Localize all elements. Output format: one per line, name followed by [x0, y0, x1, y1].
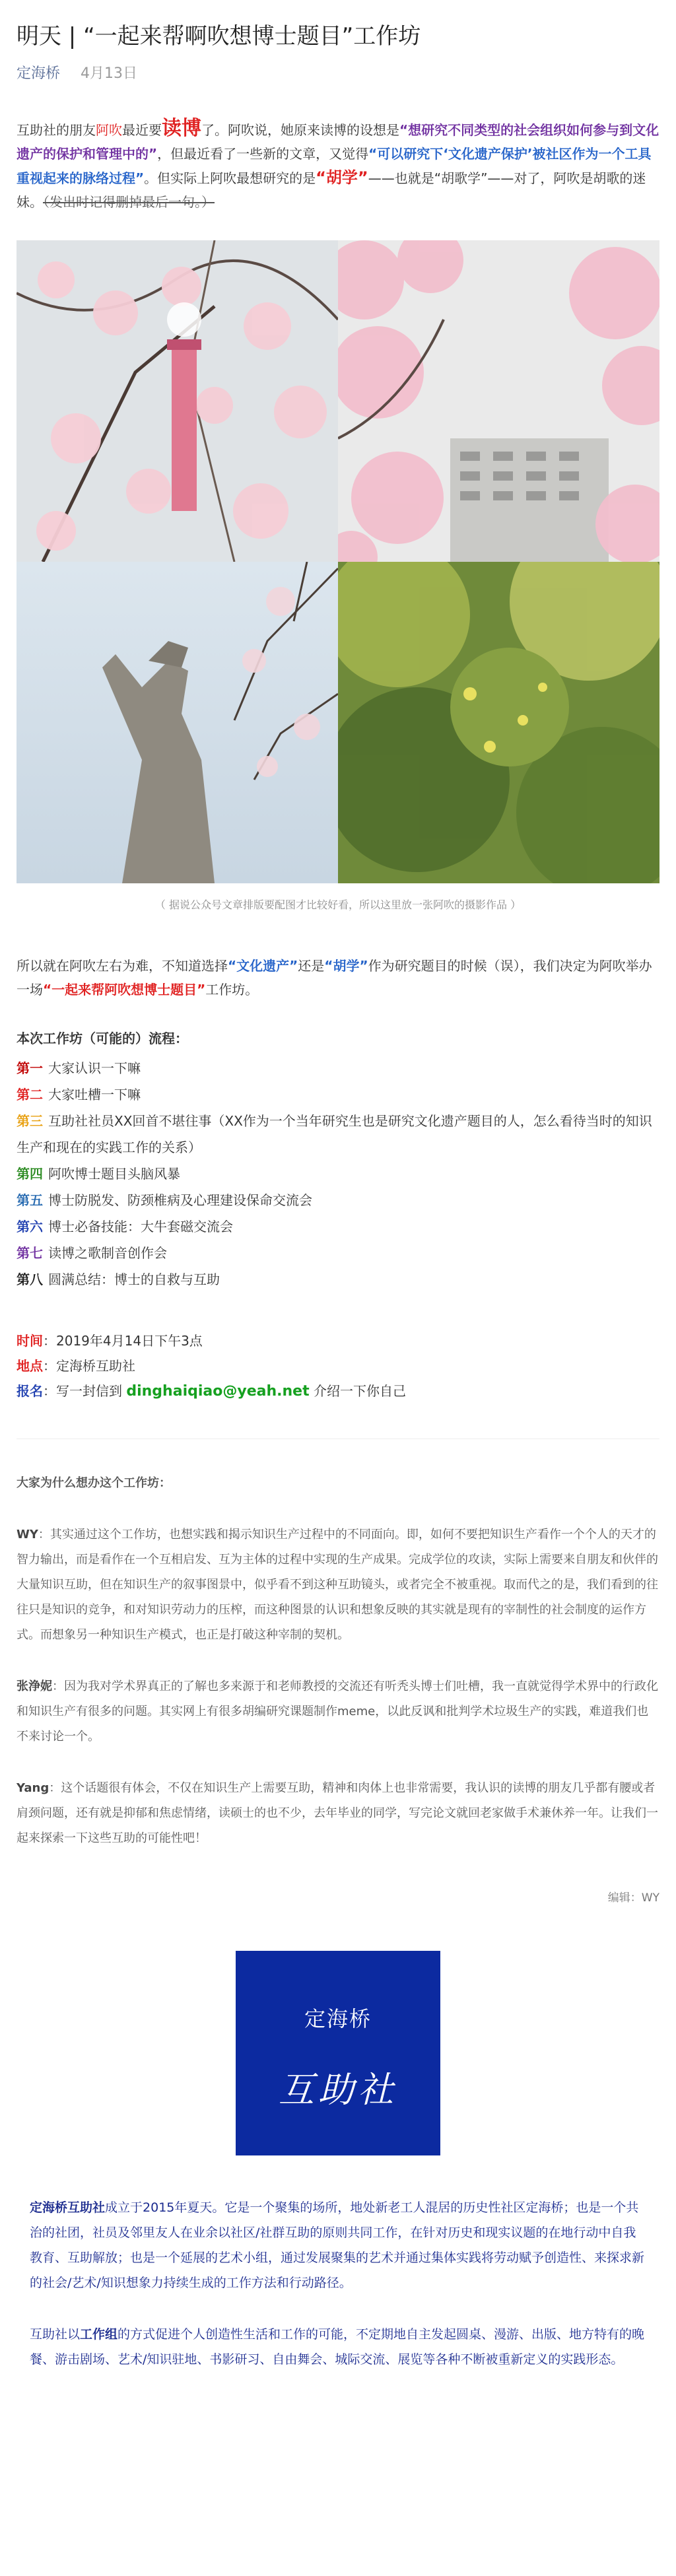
- step-number: 第五: [17, 1192, 43, 1208]
- process-step: [17, 1187, 659, 1213]
- highlight-idea-1: “想研究不同类型的社会组织如何参与到文化遗产的保护和管理中的”: [17, 122, 659, 162]
- logo-calligraphy: 互助社: [279, 2069, 397, 2111]
- decision-text: 作为研究题目的时候（误），我们决定为阿吹举办一场: [17, 958, 652, 998]
- step-text: 圆满总结：博士的自救与互助: [48, 1271, 220, 1287]
- highlight-idea-2: “可以研究下‘文化遗产保护’被社区作为一个工具重视起来的脉络过程”: [17, 146, 652, 186]
- intro-paragraph: [17, 117, 659, 214]
- quote-wy: [17, 1522, 659, 1648]
- step-text: 大家吐槽一下嘛: [48, 1087, 141, 1102]
- decision-paragraph: [17, 954, 659, 1001]
- about-text: 互助社以: [30, 2327, 81, 2342]
- quote-text: ：因为我对学术界真正的了解也多来源于和老师教授的交流还有听秃头博士们吐槽，我一直就觉得学术界中的行政化和知识生产有很多的问题。其实网上有很多胡编研究课题制作meme，以此反讽和批判学术垃圾生产的实践，难道我们也不来讨论一个。: [17, 1679, 658, 1744]
- intro-text: ——也就是“胡歌学”——对了，阿吹是胡歌的迷妹。: [17, 170, 646, 210]
- why-section: [17, 1471, 659, 1851]
- why-heading: 大家为什么想办这个工作坊：: [17, 1476, 171, 1490]
- highlight-dubo: 读博: [162, 117, 201, 140]
- intro-text: 。但实际上阿吹最想研究的是: [144, 170, 316, 186]
- about-text: 的方式促进个人创造性生活和工作的可能，不定期地自主发起圆桌、漫游、出版、地方特有的晚餐、游击剧场、艺术/知识驻地、书影研习、自由舞会、城际交流、展览等各种不断被重新定义的实践形态。: [30, 2327, 645, 2367]
- org-name: 定海桥互助社: [30, 2200, 106, 2215]
- signup-label: 报名: [17, 1383, 43, 1399]
- step-number: 第四: [17, 1166, 43, 1182]
- dinghaiqiao-logo: [236, 1951, 440, 2155]
- process-step: [17, 1108, 659, 1161]
- place-value: ：定海桥互助社: [43, 1358, 135, 1374]
- about-section: [17, 2195, 659, 2418]
- decision-text: 所以就在阿吹左右为难，不知道选择: [17, 958, 228, 974]
- step-number: 第六: [17, 1219, 43, 1235]
- quote-author: 张浄妮: [17, 1679, 52, 1693]
- step-number: 第七: [17, 1245, 43, 1261]
- time-label: 时间: [17, 1333, 43, 1349]
- photo-caption: （ 据说公众号文章排版要配图才比较好看，所以这里放一张阿吹的摄影作品 ）: [154, 898, 522, 911]
- decision-text: 工作坊。: [205, 982, 259, 998]
- process-heading: 本次工作坊（可能的）流程：: [17, 1031, 188, 1046]
- process-step: [17, 1213, 659, 1240]
- intro-text: 互助社的朋友: [17, 122, 96, 138]
- photo-cherry-lantern: [17, 240, 338, 562]
- page-title: 明天 | “一起来帮啊吹想博士题目”工作坊: [17, 23, 421, 50]
- place-label: 地点: [17, 1358, 43, 1374]
- time-value: ：2019年4月14日下午3点: [43, 1333, 203, 1349]
- intro-text: 最近要: [122, 122, 162, 138]
- strikethrough-note: （发出时记得删掉最后一句。）: [43, 194, 215, 210]
- step-text: 博士防脱发、防颈椎病及心理建设保命交流会: [48, 1192, 312, 1208]
- decision-text: 还是: [298, 958, 325, 974]
- step-number: 第八: [17, 1271, 43, 1287]
- event-info: [17, 1328, 659, 1404]
- quote-author: Yang: [17, 1781, 50, 1795]
- about-paragraph-1: [30, 2195, 646, 2295]
- photo-green-plants: [338, 562, 659, 883]
- editor-credit: 编辑：WY: [607, 1891, 659, 1905]
- process-step: [17, 1266, 659, 1293]
- quote-yang: [17, 1776, 659, 1851]
- process-step: [17, 1240, 659, 1266]
- photo-gallery: [17, 240, 659, 883]
- publish-date: 4月13日: [81, 65, 138, 82]
- highlight-heritage: “文化遗产”: [228, 958, 298, 974]
- about-paragraph-2: [30, 2322, 646, 2372]
- quote-text: ：这个话题很有体会，不仅在知识生产上需要互助，精神和肉体上也非常需要，我认识的读博的朋友几乎都有腰或者肩颈问题，还有就是抑郁和焦虑情绪，读硕士的也不少，去年毕业的同学，写完论文就回老家做手术兼休养一年。让我们一起来探索一下这些互助的可能性吧！: [17, 1781, 658, 1845]
- quote-author: WY: [17, 1528, 38, 1542]
- event-time: [17, 1328, 659, 1353]
- author-link[interactable]: 定海桥: [17, 65, 61, 82]
- process-step: [17, 1081, 659, 1108]
- process-list: [17, 1055, 659, 1293]
- workshop-name: “一起来帮阿吹想博士题目”: [43, 982, 206, 998]
- process-step: [17, 1055, 659, 1081]
- step-text: 博士必备技能：大牛套磁交流会: [48, 1219, 233, 1235]
- step-text: 阿吹博士题目头脑风暴: [48, 1166, 180, 1182]
- working-group: 工作组: [80, 2327, 118, 2342]
- step-number: 第三: [17, 1113, 43, 1129]
- process-step: [17, 1161, 659, 1187]
- photo-cherry-building: [338, 240, 659, 562]
- signup-text: 介绍一下你自己: [309, 1383, 406, 1399]
- quote-zhang: [17, 1674, 659, 1749]
- step-number: 第一: [17, 1060, 43, 1076]
- about-text: 成立于2015年夏天。它是一个聚集的场所，地处新老工人混居的历史性社区定海桥；也是一个共治的社团，社员及邻里友人在业余以社区/社群互助的原则共同工作，在针对历史和现实议题的在地行动中自我教育、互助解放；也是一个延展的艺术小组，通过发展聚集的艺术并通过集体实践将劳动赋予创造性、来探求新的社会/艺术/知识想象力持续生成的工作方法和行动路径。: [30, 2200, 645, 2290]
- signup-text: ：写一封信到: [43, 1383, 127, 1399]
- signup-email-link[interactable]: dinghaiqiao@yeah.net: [126, 1383, 310, 1400]
- step-number: 第二: [17, 1087, 43, 1102]
- logo-title: 定海桥: [304, 2006, 372, 2031]
- quote-text: ：其实通过这个工作坊，也想实践和揭示知识生产过程中的不同面向。即，如何不要把知识生产看作一个个人的天才的智力输出，而是看作在一个互相启发、互为主体的过程中实现的生产成果。完成学位的攻读，实际上需要来自朋友和伙伴的大量知识互助，但在知识生产的叙事图景中，似乎看不到这种互助镜头，或者完全不被重视。取而代之的是，我们看到的往往只是知识的竞争，和对知识劳动力的压榨，而这种图景的认识和想象反映的其实就是现有的宰制性的社会制度的运作方式。而想象另一种知识生产模式，也正是打破这种宰制的契机。: [17, 1528, 658, 1642]
- intro-text: 了。阿吹说，她原来读博的设想是: [201, 122, 399, 138]
- highlight-huxue-2: “胡学”: [324, 958, 368, 974]
- event-signup: [17, 1378, 659, 1404]
- step-text: 大家认识一下嘛: [48, 1060, 141, 1076]
- article-meta: [17, 62, 659, 83]
- process-section: [17, 1028, 659, 1293]
- photo-statue: [17, 562, 338, 883]
- step-text: 读博之歌制音创作会: [48, 1245, 167, 1261]
- event-place: [17, 1353, 659, 1378]
- name-achui: 阿吹: [96, 122, 122, 138]
- step-text: 互助社社员XX回首不堪往事（XX作为一个当年研究生也是研究文化遗产题目的人，怎么看待当时的知识生产和现在的实践工作的关系）: [17, 1113, 652, 1155]
- highlight-huxue: “胡学”: [316, 168, 368, 187]
- intro-text: ，但最近看了一些新的文章，又觉得: [157, 146, 369, 162]
